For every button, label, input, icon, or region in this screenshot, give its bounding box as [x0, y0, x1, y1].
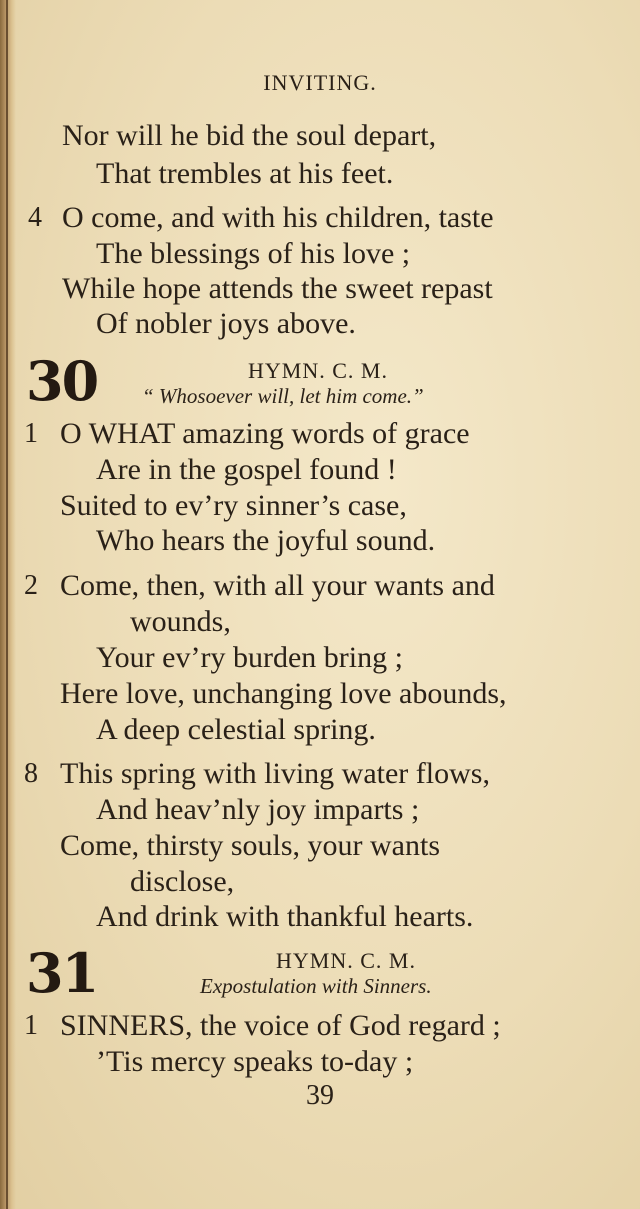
verse-line: Are in the gospel found !: [96, 453, 397, 486]
running-head: INVITING.: [263, 70, 377, 95]
verse-line: Come, then, with all your wants and: [60, 569, 495, 602]
verse-line: That trembles at his feet.: [96, 157, 394, 190]
binding-edge: [0, 0, 16, 1209]
verse-line: And drink with thankful hearts.: [96, 900, 474, 933]
verse-line: Of nobler joys above.: [96, 307, 356, 340]
verse-line: SINNERS, the voice of God regard ;: [60, 1009, 501, 1042]
verse-line: A deep celestial spring.: [96, 713, 376, 746]
verse-line: disclose,: [130, 865, 235, 898]
verse-line: Your ev’ry burden bring ;: [96, 641, 403, 674]
hymn-meter: HYMN. C. M.: [276, 948, 416, 973]
verse-line: wounds,: [130, 605, 231, 638]
hymn-meter: HYMN. C. M.: [248, 358, 388, 383]
verse-number: 8: [24, 758, 38, 789]
verse-number: 4: [28, 202, 42, 233]
verse-line: This spring with living water flows,: [60, 757, 490, 790]
verse-line: O come, and with his children, taste: [62, 201, 494, 234]
verse-line: ’Tis mercy speaks to-day ;: [96, 1045, 414, 1078]
verse-line: Come, thirsty souls, your wants: [60, 829, 440, 862]
page-number: 39: [306, 1080, 334, 1111]
verse-number: 1: [24, 418, 38, 449]
verse-number: 2: [24, 570, 38, 601]
verse-line: Nor will he bid the soul depart,: [62, 119, 437, 152]
verse-line: Who hears the joyful sound.: [96, 524, 436, 557]
hymn-subtitle: Expostulation with Sinners.: [200, 974, 432, 998]
verse-line: While hope attends the sweet repast: [62, 272, 493, 305]
verse-line: The blessings of his love ;: [96, 237, 411, 270]
binding-line: [6, 0, 8, 1209]
verse-number: 1: [24, 1010, 38, 1041]
verse-line: And heav’nly joy imparts ;: [96, 793, 420, 826]
verse-line: O WHAT amazing words of grace: [60, 417, 470, 450]
verse-line: Here love, unchanging love abounds,: [60, 677, 507, 710]
hymn-subtitle: “ Whosoever will, let him come.”: [142, 384, 424, 408]
hymn-number: 30: [26, 349, 98, 413]
verse-line: Suited to ev’ry sinner’s case,: [60, 489, 407, 522]
hymn-number: 31: [26, 941, 98, 1005]
